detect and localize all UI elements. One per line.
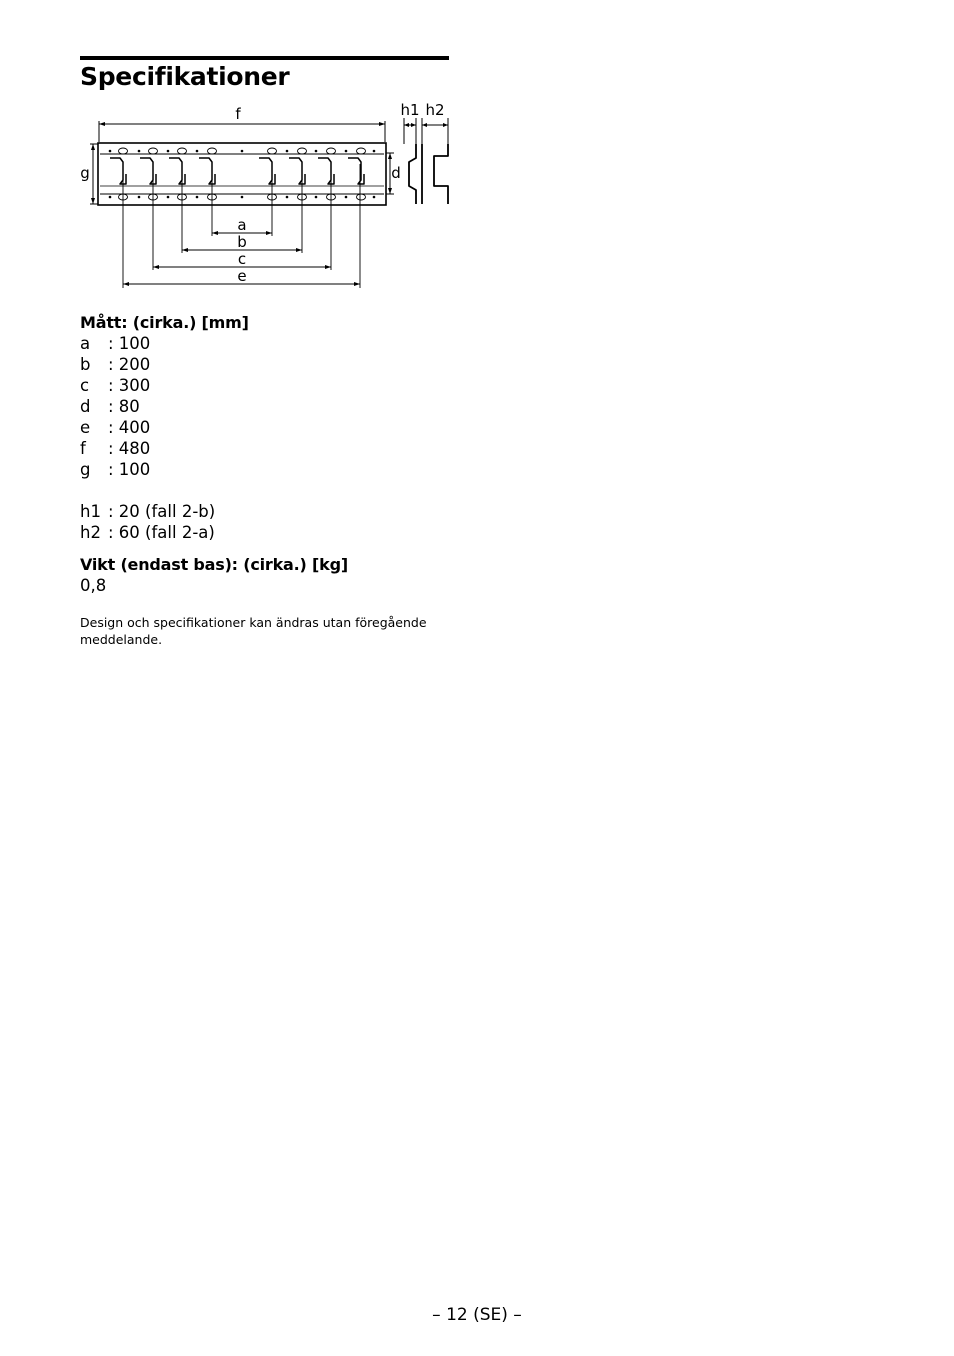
dimensions-list — [80, 333, 150, 480]
dimension-value: : 200 — [108, 355, 151, 374]
dimension-key: h2 — [80, 523, 101, 542]
dimension-key: a — [80, 334, 91, 353]
dimension-row-d — [80, 396, 150, 417]
disclaimer: Design och specifikationer kan ändras utan föregående meddelande. — [80, 615, 427, 647]
dimension-key: d — [80, 397, 91, 416]
dimension-value: : 480 — [108, 439, 151, 458]
dimension-row-e — [80, 417, 150, 438]
dimension-row-a — [80, 333, 150, 354]
dimension-key: b — [80, 355, 91, 374]
dimension-key: f — [80, 439, 86, 458]
dimension-key: h1 — [80, 502, 101, 521]
dimension-value: : 100 — [108, 334, 151, 353]
dimension-value: : 80 — [108, 397, 140, 416]
dimension-row-b — [80, 354, 150, 375]
dimensions-heading: Mått: (cirka.) [mm] — [80, 313, 249, 332]
dim-label-a: a — [237, 216, 247, 234]
dim-label-h2: h2 — [425, 101, 445, 119]
dim-label-e: e — [237, 267, 247, 285]
dim-label-g: g — [80, 164, 90, 182]
weight-heading: Vikt (endast bas): (cirka.) [kg] — [80, 555, 348, 574]
dim-label-c: c — [237, 250, 247, 268]
wall-bracket-diagram — [76, 96, 456, 292]
dimension-value: : 60 (fall 2-a) — [108, 523, 215, 542]
page-title: Specifikationer — [80, 62, 290, 91]
dim-label-d: d — [391, 164, 401, 182]
page-number: – 12 (SE) – — [432, 1305, 522, 1325]
dimension-key: g — [80, 460, 91, 479]
dimension-key: c — [80, 376, 90, 395]
dim-label-f: f — [235, 105, 241, 123]
dimension-row-f — [80, 438, 150, 459]
dimension-key: e — [80, 418, 91, 437]
dim-label-h1: h1 — [400, 101, 420, 119]
weight-value: 0,8 — [80, 576, 107, 595]
dimension-value: : 20 (fall 2-b) — [108, 502, 216, 521]
height-list — [80, 501, 215, 543]
dimension-value: : 100 — [108, 460, 151, 479]
dimension-row-h1 — [80, 501, 215, 522]
dimension-value: : 300 — [108, 376, 151, 395]
dimension-value: : 400 — [108, 418, 151, 437]
dimension-row-g — [80, 459, 150, 480]
dimension-row-h2 — [80, 522, 215, 543]
dimension-row-c — [80, 375, 150, 396]
dim-label-b: b — [237, 233, 247, 251]
